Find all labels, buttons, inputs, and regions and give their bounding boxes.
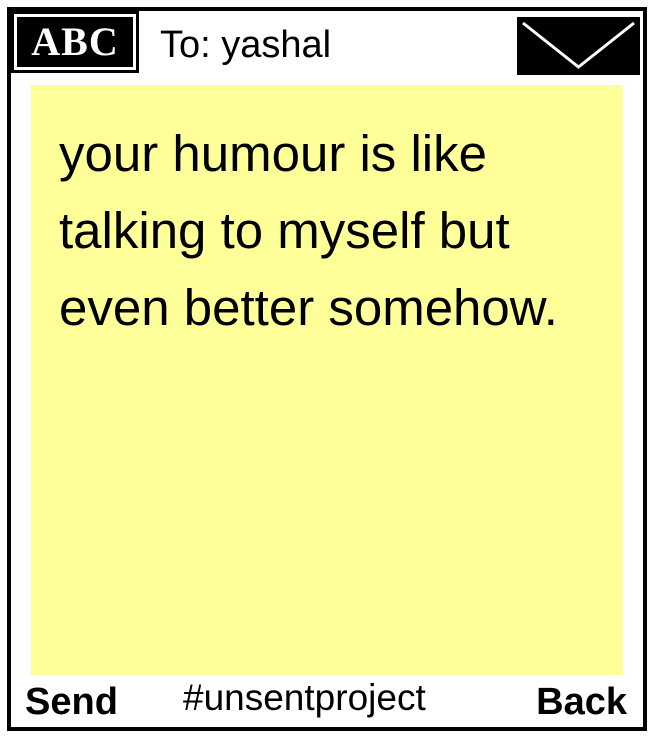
message-body[interactable] bbox=[31, 85, 623, 675]
input-mode-label: ABC bbox=[17, 17, 133, 67]
recipient-label: To: yashal bbox=[160, 24, 332, 66]
message-text: your humour is like talking to myself but even better somehow. bbox=[59, 125, 558, 336]
send-button[interactable]: Send bbox=[25, 681, 118, 723]
softkey-bar bbox=[11, 677, 643, 727]
envelope-icon bbox=[517, 17, 640, 75]
back-button[interactable]: Back bbox=[536, 681, 627, 723]
input-mode-badge bbox=[11, 11, 139, 73]
hashtag-label: #unsentproject bbox=[183, 677, 426, 718]
